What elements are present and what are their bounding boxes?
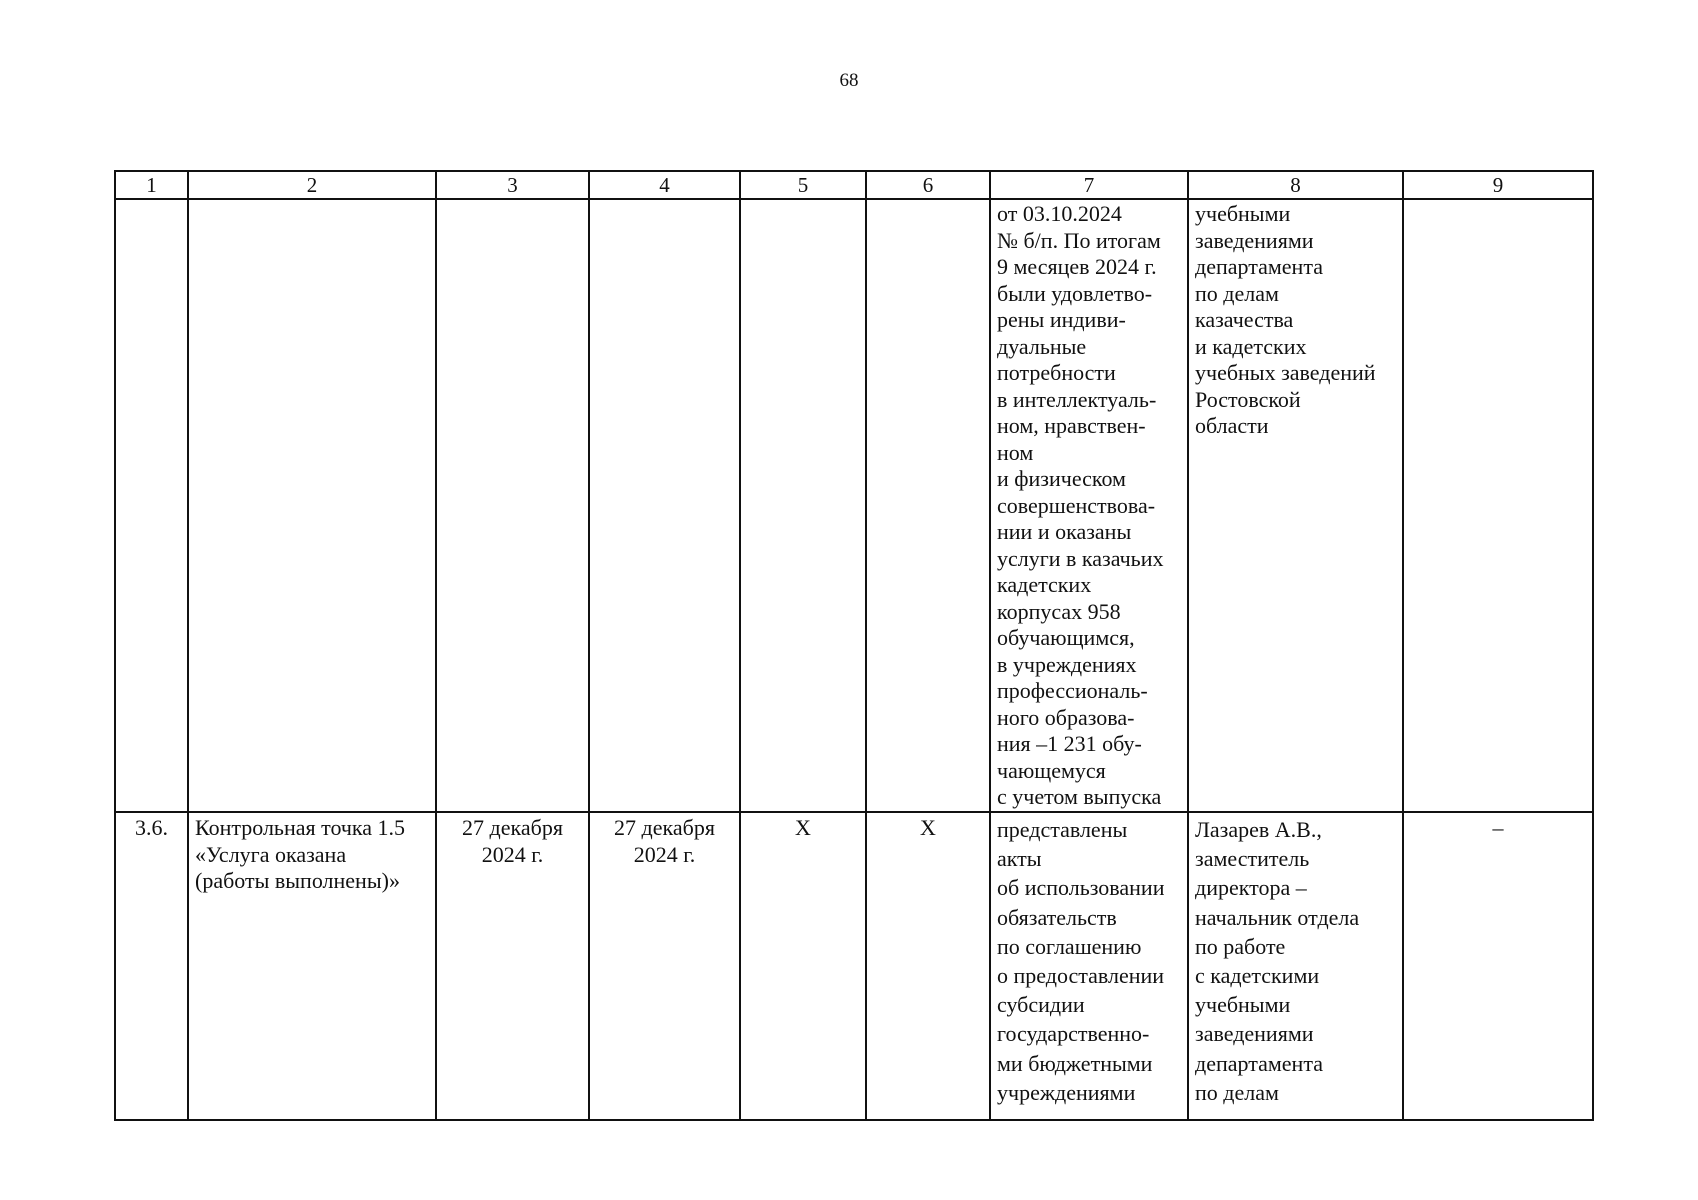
responsible-line: департамента bbox=[1195, 254, 1323, 279]
result-cell bbox=[990, 199, 1188, 812]
responsible-line: Ростовской bbox=[1195, 386, 1301, 412]
result-line: услуги в казачьих bbox=[997, 545, 1164, 571]
result-line: кадетских bbox=[997, 572, 1092, 597]
row-number-cell: 3.6. bbox=[115, 812, 188, 1120]
start-date-cell bbox=[436, 199, 589, 812]
result-line: ми бюджетными bbox=[997, 1050, 1153, 1076]
table-row bbox=[115, 812, 1593, 1120]
result-line: корпусах 958 bbox=[997, 598, 1121, 624]
name-line: Контрольная точка 1.5 bbox=[195, 815, 406, 840]
result-line: субсидии bbox=[997, 992, 1085, 1018]
column-5-cell: X bbox=[740, 812, 866, 1120]
date-line: 27 декабря bbox=[462, 815, 563, 840]
column-6-cell bbox=[866, 199, 990, 812]
responsible-cell bbox=[1188, 812, 1403, 1120]
responsible-line: департамента bbox=[1195, 1050, 1323, 1076]
result-line: обучающимся, bbox=[997, 625, 1135, 650]
column-9-cell: – bbox=[1403, 812, 1593, 1120]
column-number-1: 1 bbox=[115, 171, 188, 199]
responsible-line: с кадетскими bbox=[1195, 963, 1320, 989]
result-line: государственно- bbox=[997, 1021, 1150, 1047]
result-line: учреждениями bbox=[997, 1079, 1136, 1105]
result-line: совершенствова- bbox=[997, 492, 1156, 518]
result-line: были удовлетво- bbox=[997, 280, 1153, 306]
name-cell bbox=[188, 199, 436, 812]
responsible-line: заместитель bbox=[1195, 846, 1310, 872]
result-line: по соглашению bbox=[997, 933, 1142, 959]
responsible-line: учебными bbox=[1195, 992, 1291, 1018]
column-number-8: 8 bbox=[1188, 171, 1403, 199]
result-line: ном, нравствен- bbox=[997, 413, 1146, 438]
page-number: 68 bbox=[839, 70, 859, 91]
result-cell bbox=[990, 812, 1188, 1120]
end-date-cell bbox=[589, 199, 740, 812]
result-line: представлены bbox=[997, 817, 1128, 842]
result-line: рены индиви- bbox=[997, 307, 1126, 332]
result-line: чающемуся bbox=[997, 757, 1106, 783]
result-line: ном bbox=[997, 439, 1034, 465]
responsible-line: казачества bbox=[1195, 307, 1294, 332]
result-line: от 03.10.2024 bbox=[997, 201, 1122, 226]
plan-table bbox=[114, 170, 1594, 1121]
column-9-cell bbox=[1403, 199, 1593, 812]
date-line: 2024 г. bbox=[481, 841, 544, 867]
result-line: с учетом выпуска bbox=[997, 784, 1162, 809]
column-5-cell bbox=[740, 199, 866, 812]
result-line: акты bbox=[997, 846, 1042, 872]
responsible-line: учебных заведений bbox=[1195, 360, 1376, 385]
result-line: об использовании bbox=[997, 875, 1165, 901]
column-number-5: 5 bbox=[740, 171, 866, 199]
result-line: обязательств bbox=[997, 904, 1117, 930]
name-cell bbox=[188, 812, 436, 1120]
responsible-line: заведениями bbox=[1195, 227, 1314, 253]
column-number-4: 4 bbox=[589, 171, 740, 199]
column-number-7: 7 bbox=[990, 171, 1188, 199]
responsible-line: начальник отдела bbox=[1195, 904, 1360, 930]
responsible-line: по работе bbox=[1195, 933, 1286, 959]
responsible-line: Лазарев А.В., bbox=[1195, 817, 1322, 842]
responsible-line: учебными bbox=[1195, 201, 1291, 226]
column-number-row bbox=[115, 171, 1593, 199]
date-line: 2024 г. bbox=[633, 841, 696, 867]
start-date-cell bbox=[436, 812, 589, 1120]
result-line: ного образова- bbox=[997, 704, 1135, 730]
column-6-cell: X bbox=[866, 812, 990, 1120]
row-number-cell bbox=[115, 199, 188, 812]
name-line: «Услуга оказана bbox=[195, 841, 347, 867]
result-line: в учреждениях bbox=[997, 651, 1137, 677]
result-line: 9 месяцев 2024 г. bbox=[997, 254, 1157, 279]
end-date-cell bbox=[589, 812, 740, 1120]
result-line: нии и оказаны bbox=[997, 519, 1132, 544]
column-number-3: 3 bbox=[436, 171, 589, 199]
responsible-line: области bbox=[1195, 413, 1269, 438]
date-line: 27 декабря bbox=[614, 815, 715, 840]
result-line: профессиональ- bbox=[997, 678, 1148, 703]
responsible-line: заведениями bbox=[1195, 1021, 1314, 1047]
result-line: ния –1 231 обу- bbox=[997, 731, 1142, 756]
column-number-2: 2 bbox=[188, 171, 436, 199]
result-line: о предоставлении bbox=[997, 963, 1165, 989]
responsible-line: директора – bbox=[1195, 875, 1307, 901]
responsible-line: по делам bbox=[1195, 1079, 1279, 1105]
result-line: дуальные bbox=[997, 333, 1087, 359]
result-line: в интеллектуаль- bbox=[997, 386, 1157, 412]
responsible-line: и кадетских bbox=[1195, 333, 1307, 359]
name-line: (работы выполнены)» bbox=[195, 868, 400, 893]
result-line: № б/п. По итогам bbox=[997, 227, 1161, 253]
responsible-line: по делам bbox=[1195, 280, 1279, 306]
column-number-6: 6 bbox=[866, 171, 990, 199]
responsible-cell bbox=[1188, 199, 1403, 812]
table-row bbox=[115, 199, 1593, 812]
result-line: потребности bbox=[997, 360, 1116, 385]
column-number-9: 9 bbox=[1403, 171, 1593, 199]
result-line: и физическом bbox=[997, 466, 1126, 491]
